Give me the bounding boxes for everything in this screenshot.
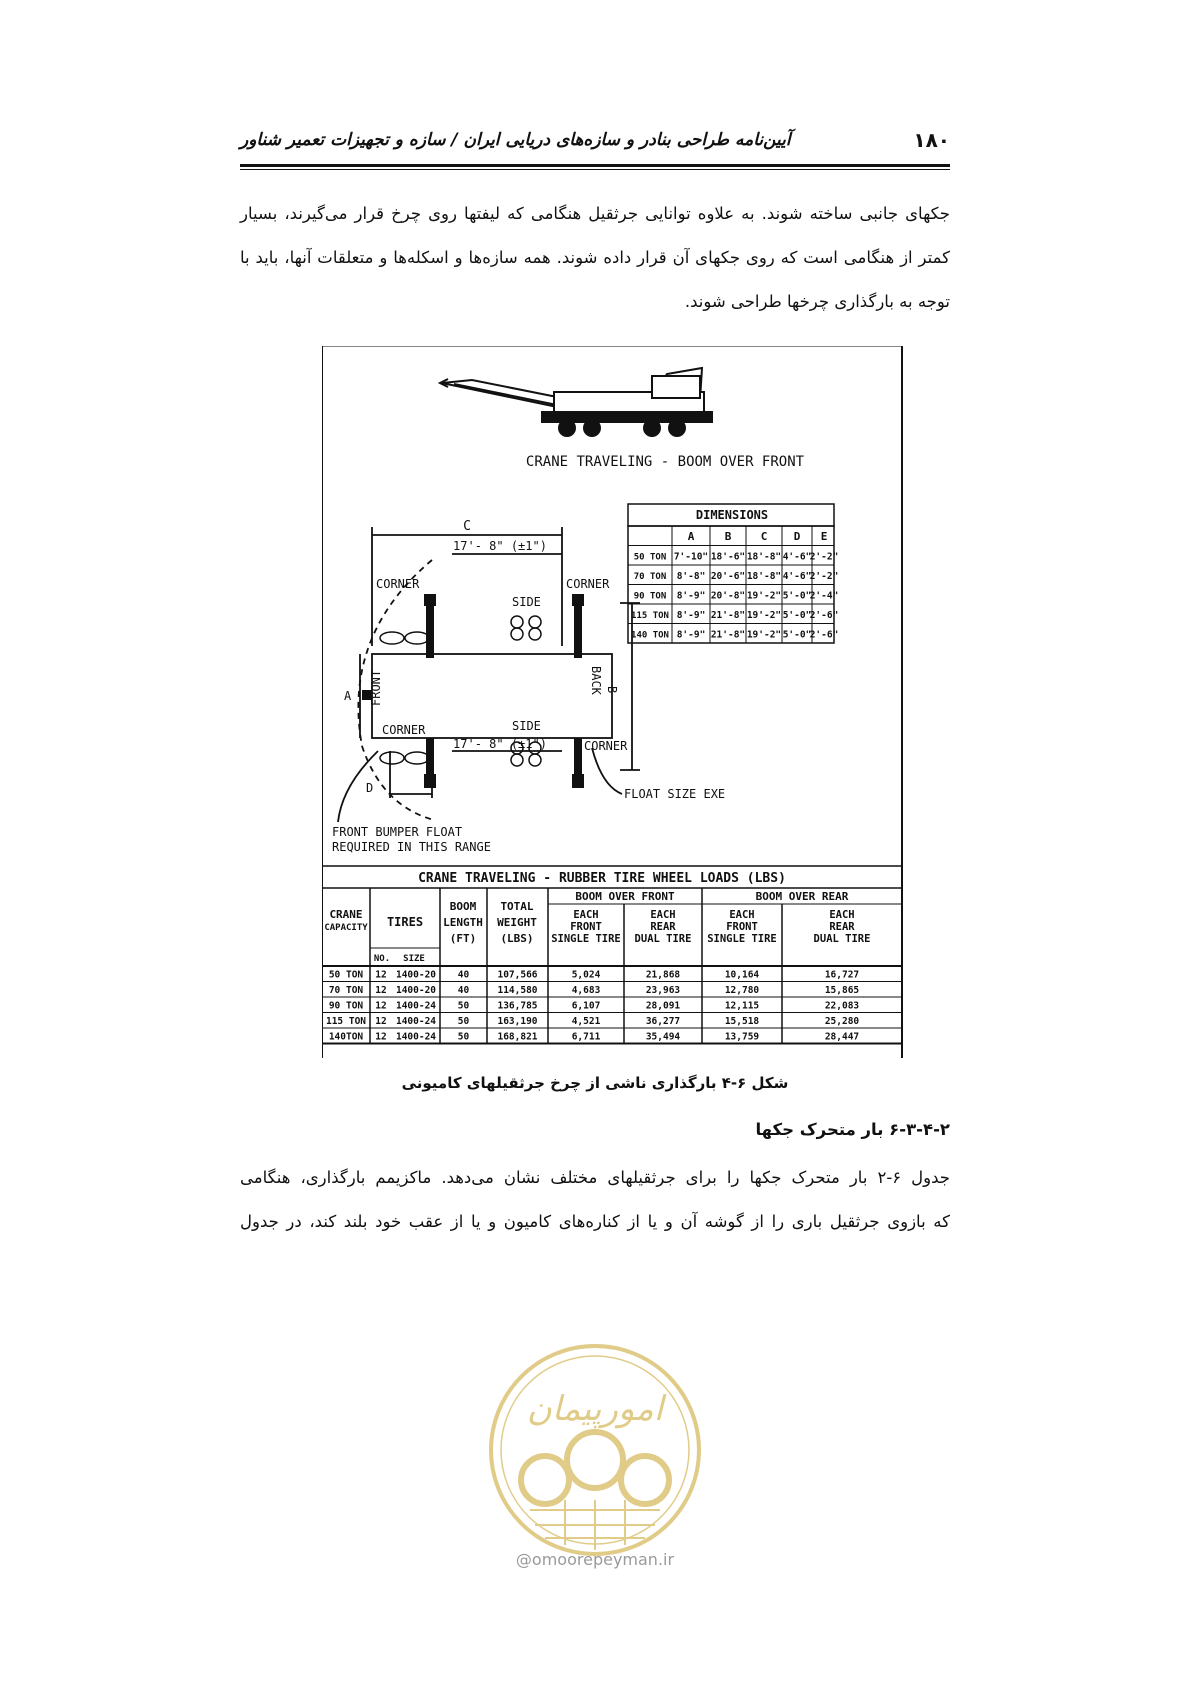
- loads-header-col: DUAL TIRE: [634, 933, 692, 945]
- loads-cell: 1400-24: [395, 1016, 437, 1027]
- loads-cell: 16,727: [824, 969, 860, 981]
- dimensions-cell: 21'-8": [710, 610, 746, 621]
- loads-cell: 15,865: [824, 985, 860, 996]
- page-number: ۱۸۰: [913, 128, 950, 152]
- dimensions-cell: 2'-2": [809, 551, 839, 563]
- dimensions-cell: 19'-2": [746, 629, 782, 641]
- loads-cell: 4,521: [571, 1016, 601, 1027]
- dimensions-col-header: C: [760, 530, 768, 543]
- loads-cell: 90 TON: [328, 1000, 364, 1012]
- dimensions-cell: 8'-8": [676, 571, 706, 582]
- loads-cell: 15,518: [724, 1016, 760, 1027]
- loads-header-tires: TIRES: [386, 915, 424, 929]
- loads-cell: 168,821: [497, 1031, 538, 1043]
- label-b: B: [605, 686, 619, 694]
- loads-cell: 50: [457, 1016, 470, 1027]
- label-corner-tr: CORNER: [566, 577, 610, 591]
- label-d: D: [366, 781, 374, 795]
- loads-title: CRANE TRAVELING - RUBBER TIRE WHEEL LOADS (LBS): [418, 871, 786, 886]
- loads-header-col: FRONT: [726, 921, 758, 933]
- dimensions-cell: 8'-9": [676, 590, 706, 602]
- intro-line: توجه به بارگذاری چرخها طراحی شوند.: [684, 292, 950, 311]
- label-c: C: [463, 519, 471, 534]
- loads-cell: 12: [375, 1031, 387, 1043]
- watermark-logo: [485, 1340, 705, 1560]
- dimensions-cell: 4'-6": [782, 551, 812, 563]
- dimensions-cell: 20'-6": [710, 571, 746, 582]
- dimensions-cell: 2'-6": [809, 610, 839, 621]
- dimensions-cell: 18'-6": [710, 551, 746, 563]
- dimensions-title: DIMENSIONS: [695, 508, 769, 522]
- intro-paragraph: [240, 192, 950, 324]
- body-line: جدول ۶-۲ بار متحرک جکها را برای جرثقیلهای مختلف نشان می‌دهد. ماکزیمم بارگذاری، هنگامی: [240, 1168, 951, 1187]
- loads-cell: 12: [375, 1000, 387, 1012]
- loads-cell: 136,785: [497, 1000, 538, 1012]
- loads-header-boom: LENGTH: [443, 916, 483, 929]
- intro-line: کمتر از هنگامی است که روی جکهای آن قرار داده شوند. همه سازه‌ها و اسکله‌ها و متعلقات آنها، باید با: [240, 248, 950, 267]
- loads-header-col: FRONT: [570, 921, 602, 933]
- loads-header-col: EACH: [650, 909, 676, 921]
- dimensions-col-header: A: [687, 530, 695, 543]
- loads-cell: 1400-24: [395, 1000, 437, 1012]
- loads-header-col: DUAL TIRE: [813, 933, 871, 945]
- crane-side-view-icon: [440, 368, 712, 436]
- label-float-size: FLOAT SIZE EXE: [624, 787, 726, 801]
- loads-cell: 40: [457, 969, 470, 981]
- gear-icon: [521, 1432, 669, 1504]
- dimensions-cell: 5'-0": [782, 610, 812, 621]
- loads-cell: 107,566: [497, 969, 538, 981]
- loads-cell: 4,683: [571, 985, 601, 996]
- dimensions-cell: 8'-9": [676, 629, 706, 641]
- loads-cell: 163,190: [497, 1016, 538, 1027]
- watermark-url: @omoorepeyman.ir: [515, 1550, 675, 1569]
- loads-cell: 40: [457, 985, 470, 996]
- loads-cell: 115 TON: [325, 1016, 367, 1027]
- dimensions-cell: 4'-6": [782, 571, 812, 582]
- dimensions-cell: 2'-6": [809, 629, 839, 641]
- intro-line: جکهای جانبی ساخته شوند. به علاوه توانایی جرثقیل هنگامی که لیفتها روی چرخ قرار می‌گیرند، بسیار: [240, 204, 950, 223]
- label-a: A: [344, 689, 352, 703]
- running-title: آیین‌نامه طراحی بنادر و سازه‌های دریایی ایران / سازه و تجهیزات تعمیر شناور: [240, 130, 791, 150]
- loads-header-weight: (LBS): [500, 932, 534, 945]
- dimensions-cell: 5'-0": [782, 629, 812, 641]
- loads-cell: 6,107: [571, 1000, 601, 1012]
- body-line: که بازوی جرثقیل باری را از گوشه آن و یا از کناره‌های کامیون و یا از عقب خود بلند کند، در جدول: [240, 1212, 950, 1231]
- loads-header-capacity: CAPACITY: [324, 923, 368, 933]
- dimensions-cell: 70 TON: [633, 572, 667, 582]
- dimensions-cell: 90 TON: [633, 591, 667, 602]
- loads-cell: 1400-20: [395, 985, 437, 996]
- label-side-top: SIDE: [512, 595, 541, 609]
- dimensions-col-header: B: [724, 530, 732, 543]
- loads-header-col: SINGLE TIRE: [551, 933, 621, 945]
- label-side-bottom: SIDE: [512, 719, 541, 733]
- dimensions-cell: 2'-4": [809, 590, 839, 602]
- loads-cell: 5,024: [571, 969, 601, 981]
- loads-cell: 12: [375, 1016, 387, 1027]
- loads-header-col: REAR: [829, 921, 855, 933]
- loads-cell: 50: [457, 1000, 470, 1012]
- body-paragraph: [240, 1156, 950, 1244]
- loads-cell: 1400-24: [395, 1031, 437, 1043]
- figure-svg: [322, 346, 904, 1058]
- loads-header-rear-group: BOOM OVER REAR: [755, 890, 849, 903]
- loads-cell: 36,277: [645, 1016, 681, 1027]
- loads-cell: 12,115: [724, 1000, 760, 1012]
- dimensions-cell: 50 TON: [633, 552, 667, 563]
- header-rule-thick: [240, 164, 950, 167]
- loads-cell: 13,759: [724, 1031, 760, 1043]
- loads-cell: 10,164: [724, 969, 760, 981]
- loads-cell: 35,494: [645, 1031, 681, 1043]
- loads-header-col: REAR: [650, 921, 676, 933]
- dimensions-cell: 7'-10": [673, 551, 709, 563]
- loads-cell: 114,580: [497, 985, 538, 996]
- figure-caption: شکل ۶-۴ بارگذاری ناشی از چرخ جرثقیلهای کامیونی: [401, 1074, 789, 1092]
- dimensions-cell: 21'-8": [710, 629, 746, 641]
- loads-header-col: EACH: [729, 909, 755, 921]
- dimensions-cell: 115 TON: [631, 611, 669, 621]
- outrigger-jacks: [362, 594, 584, 788]
- loads-cell: 12: [375, 985, 387, 996]
- loads-cell: 25,280: [824, 1016, 860, 1027]
- loads-header-boom: (FT): [449, 932, 477, 945]
- label-back: BACK: [589, 666, 603, 695]
- loads-header-col: EACH: [573, 909, 599, 921]
- figure-top-title: CRANE TRAVELING - BOOM OVER FRONT: [525, 454, 805, 470]
- dimensions-cell: 19'-2": [746, 610, 782, 621]
- loads-header-weight: WEIGHT: [497, 916, 537, 929]
- wheel-loads-table: [322, 866, 902, 1044]
- loads-cell: 12,780: [724, 985, 760, 996]
- loads-header-boom: BOOM: [449, 900, 477, 913]
- label-dim-top: 17'- 8" (±1"): [453, 539, 547, 553]
- loads-header-capacity: CRANE: [329, 908, 363, 921]
- dimensions-cell: 20'-8": [710, 590, 746, 602]
- label-corner-br: CORNER: [584, 739, 628, 753]
- loads-header-col: SINGLE TIRE: [707, 933, 777, 945]
- loads-cell: 28,447: [824, 1031, 860, 1043]
- loads-header-size: SIZE: [403, 954, 425, 964]
- dimensions-cell: 19'-2": [746, 590, 782, 602]
- section-heading: ۶-۳-۴-۲ بار متحرک جکها: [755, 1120, 950, 1139]
- watermark-logo-text: امورپیمان: [526, 1389, 664, 1429]
- dimensions-cell: 18'-8": [746, 571, 782, 582]
- loads-cell: 28,091: [645, 1000, 681, 1012]
- label-corner-tl: CORNER: [376, 577, 420, 591]
- loads-cell: 1400-20: [395, 969, 437, 981]
- loads-cell: 21,868: [645, 969, 681, 981]
- dimensions-cell: 140 TON: [631, 630, 669, 641]
- label-bumper-1: FRONT BUMPER FLOAT: [332, 825, 463, 839]
- loads-header-col: EACH: [829, 909, 855, 921]
- page-header: [240, 128, 950, 168]
- label-front: FRONT: [369, 669, 383, 706]
- label-bumper-2: REQUIRED IN THIS RANGE: [332, 840, 491, 854]
- crane-wheel-load-figure: [322, 346, 904, 1058]
- loads-cell: 70 TON: [328, 985, 364, 996]
- dimensions-cell: 18'-8": [746, 551, 782, 563]
- loads-cell: 22,083: [824, 1000, 860, 1012]
- dimensions-col-header: E: [820, 530, 828, 543]
- loads-cell: 12: [375, 969, 387, 981]
- loads-cell: 140TON: [328, 1031, 364, 1043]
- loads-header-no: NO.: [373, 954, 391, 964]
- loads-cell: 23,963: [645, 985, 681, 996]
- dimensions-col-header: D: [793, 530, 801, 543]
- dimensions-table: [628, 504, 838, 643]
- loads-cell: 50: [457, 1031, 470, 1043]
- header-rule-thin: [240, 169, 950, 170]
- dimensions-cell: 5'-0": [782, 590, 812, 602]
- loads-header-weight: TOTAL: [500, 900, 534, 913]
- loads-cell: 6,711: [571, 1031, 601, 1043]
- loads-cell: 50 TON: [328, 969, 364, 981]
- loads-header-front-group: BOOM OVER FRONT: [575, 890, 675, 903]
- label-dim-bottom: 17'- 8" (±1"): [453, 737, 547, 751]
- dimensions-cell: 8'-9": [676, 610, 706, 621]
- dimensions-cell: 2'-2": [809, 571, 839, 582]
- label-corner-bl: CORNER: [382, 723, 426, 737]
